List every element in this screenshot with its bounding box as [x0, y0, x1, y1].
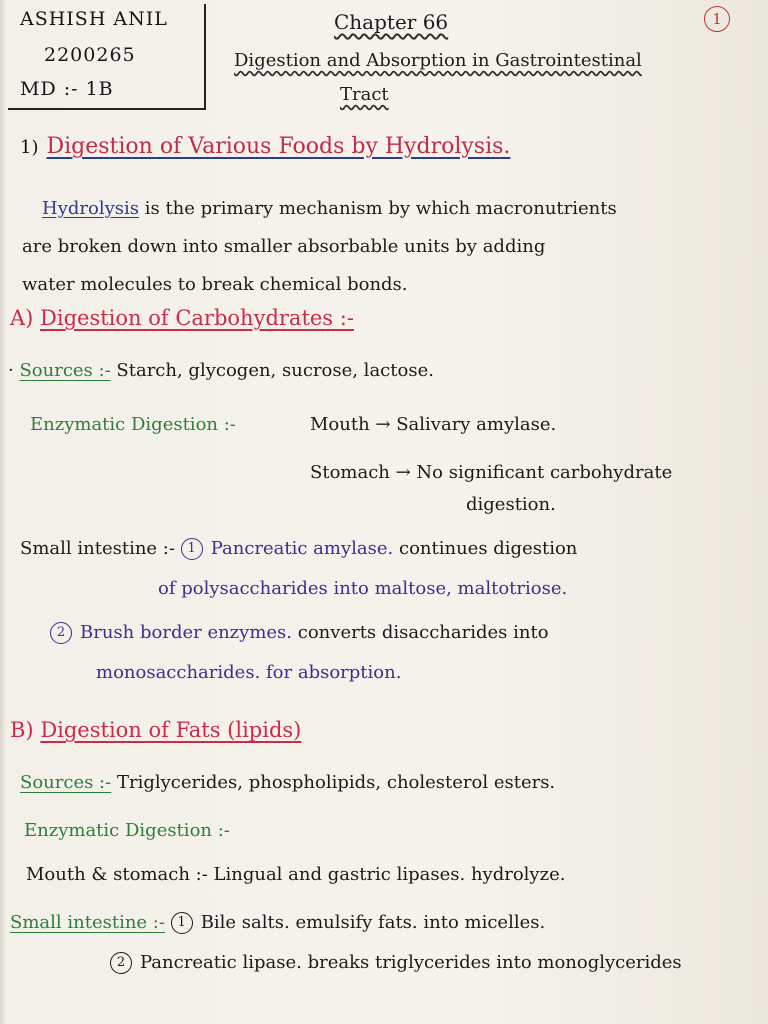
hydrolysis-line3: water molecules to break chemical bonds. — [22, 274, 408, 295]
carbs-title: Digestion of Carbohydrates :- — [40, 306, 354, 330]
carbs-sources-label: Sources :- — [19, 360, 111, 381]
chapter-title — [234, 44, 734, 112]
student-md: MD :- 1B — [20, 78, 114, 100]
chapter-title-line1: Digestion and Absorption in Gastrointestinal — [234, 50, 642, 71]
fats-item2-number: 2 — [110, 952, 132, 974]
carbs-item1-number: 1 — [181, 538, 203, 560]
fats-item1-text: Bile salts. emulsify fats. into micelles. — [200, 912, 546, 933]
fats-sources-text: Triglycerides, phospholipids, cholesterol esters. — [116, 772, 556, 793]
hydrolysis-paragraph — [22, 190, 752, 304]
carbs-item2-head: Brush border enzymes. — [80, 622, 293, 643]
fats-prefix: B) — [10, 718, 34, 742]
carbs-stomach: Stomach → No significant carbohydrate — [310, 462, 673, 483]
fats-item1-number: 1 — [171, 912, 193, 934]
carbs-item1-cont: of polysaccharides into maltose, maltotriose. — [158, 578, 568, 599]
page-number-circle: 1 — [704, 6, 730, 32]
carbs-small-label: Small intestine :- — [20, 538, 175, 559]
fats-item2-text: Pancreatic lipase. breaks triglycerides into monoglycerides — [140, 952, 682, 973]
fats-mouth-stomach: Mouth & stomach :- Lingual and gastric lipases. hydrolyze. — [26, 864, 566, 885]
fats-sources-line — [20, 772, 555, 793]
carbs-sources-text: Starch, glycogen, sucrose, lactose. — [116, 360, 434, 381]
carbs-prefix: A) — [10, 306, 34, 330]
carbs-item2-text: converts disaccharides into — [297, 622, 549, 643]
student-roll-number: 2200265 — [44, 44, 136, 66]
hydrolysis-term: Hydrolysis — [42, 198, 139, 219]
fats-small-label: Small intestine :- — [10, 912, 165, 933]
carbs-enzymatic-label: Enzymatic Digestion :- — [30, 414, 236, 435]
hydrolysis-line1: is the primary mechanism by which macronutrients — [144, 198, 617, 219]
student-name: ASHISH ANIL — [20, 8, 168, 30]
carbs-stomach-cont: digestion. — [466, 494, 556, 515]
carbs-item2-cont: monosaccharides. for absorption. — [96, 662, 402, 683]
section-1-title: Digestion of Various Foods by Hydrolysis. — [46, 134, 511, 159]
section-1-heading — [20, 134, 510, 159]
carbs-small-intestine-line — [20, 538, 577, 560]
hydrolysis-line2: are broken down into smaller absorbable units by adding — [22, 236, 546, 257]
section-1-number: 1) — [20, 137, 39, 158]
carbs-item1-text: continues digestion — [398, 538, 578, 559]
fats-sources-label: Sources :- — [20, 772, 112, 793]
carbs-sources-line: · Sources :- Starch, glycogen, sucrose, lactose. — [8, 360, 434, 381]
carbs-item2-line — [50, 622, 549, 644]
fats-enzymatic-label: Enzymatic Digestion :- — [24, 820, 230, 841]
fats-title: Digestion of Fats (lipids) — [40, 718, 302, 742]
fats-item2-line — [110, 952, 682, 974]
carbs-item2-number: 2 — [50, 622, 72, 644]
fats-heading — [10, 718, 301, 742]
fats-small-intestine-line — [10, 912, 545, 934]
carbs-item1-head: Pancreatic amylase. — [210, 538, 394, 559]
carbs-heading — [10, 306, 354, 330]
carbs-mouth: Mouth → Salivary amylase. — [310, 414, 557, 435]
chapter-label: Chapter 66 — [334, 10, 449, 34]
chapter-title-line2: Tract — [340, 84, 389, 105]
